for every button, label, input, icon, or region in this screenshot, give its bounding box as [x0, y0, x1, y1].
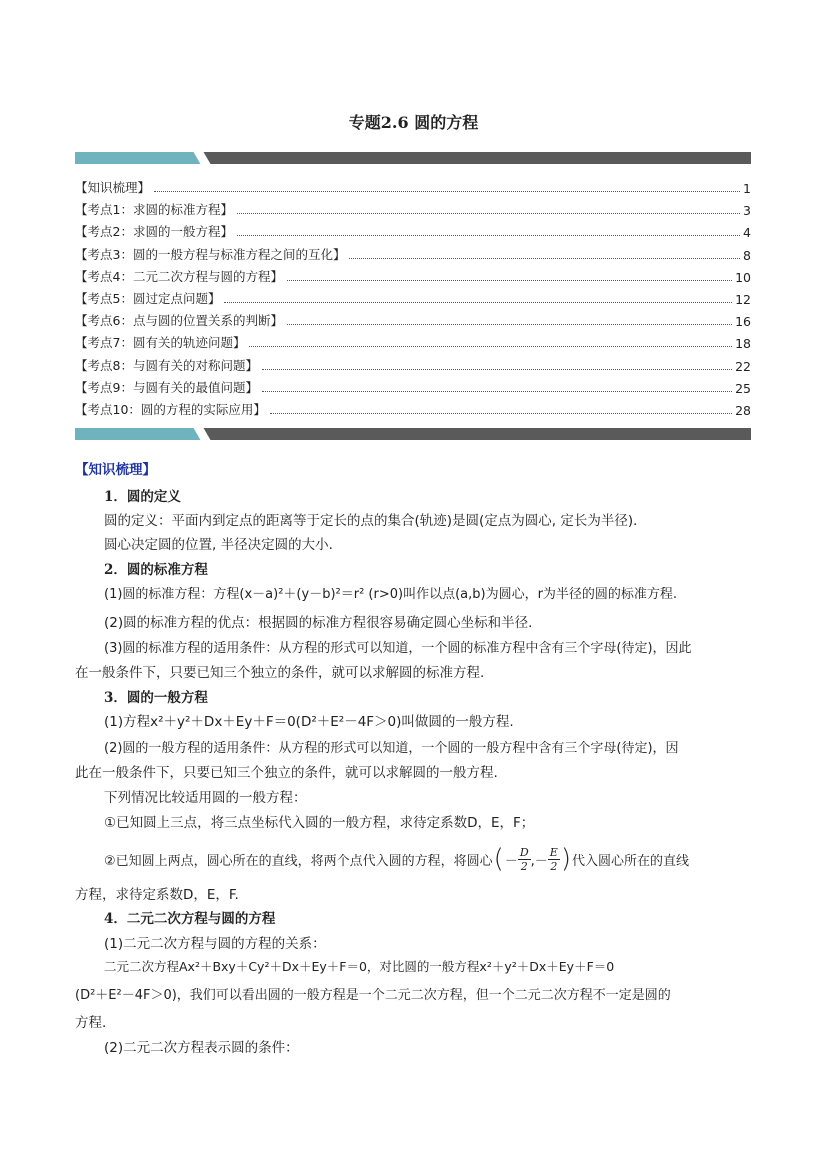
toc-entry[interactable] — [75, 222, 751, 240]
toc-leader — [349, 258, 740, 259]
toc-entry[interactable] — [75, 333, 751, 351]
toc-label: 【考点6：点与圆的位置关系的判断】 — [75, 313, 283, 329]
paragraph: 此在一般条件下，只要已知三个独立的条件，就可以求解圆的一般方程. — [75, 765, 498, 781]
text: 代入圆心所在的直线 — [571, 853, 689, 869]
toc-leader — [262, 391, 732, 392]
paragraph: (2)圆的标准方程的优点：根据圆的标准方程很容易确定圆心坐标和半径. — [104, 615, 533, 631]
paragraph: (3)圆的标准方程的适用条件：从方程的形式可以知道，一个圆的标准方程中含有三个字母(待定)，因此 — [104, 641, 692, 656]
toc-entry[interactable] — [75, 356, 751, 374]
toc-leader — [154, 191, 740, 192]
paragraph: (1)二元二次方程与圆的方程的关系： — [104, 936, 326, 952]
toc-entry[interactable] — [75, 289, 751, 307]
paragraph: 圆的定义：平面内到定点的距离等于定长的点的集合(轨迹)是圆(定点为圆心, 定长为半径)． — [104, 513, 647, 529]
fraction-numerator: E — [549, 845, 558, 859]
toc-label: 【考点9：与圆有关的最值问题】 — [75, 379, 258, 395]
paragraph: 在一般条件下，只要已知三个独立的条件，就可以求解圆的标准方程. — [75, 665, 485, 681]
text: ②已知圆上两点，圆心所在的直线，将两个点代入圆的方程，将圆心 — [104, 853, 493, 869]
paragraph: (1)方程x²＋y²＋Dx＋Ey＋F＝0(D²＋E²－4F＞0)叫做圆的一般方程. — [104, 714, 514, 730]
toc-entry[interactable] — [75, 245, 751, 263]
paragraph: 下列情况比较适用圆的一般方程： — [104, 790, 307, 806]
toc-leader — [237, 213, 740, 214]
toc-page-number: 28 — [735, 403, 751, 418]
toc-page-number: 10 — [735, 269, 751, 285]
toc-entry[interactable] — [75, 178, 751, 196]
paragraph: 方程. — [75, 1015, 107, 1031]
heading-1: 1．圆的定义 — [104, 489, 181, 505]
toc-page-number: 1 — [743, 181, 751, 196]
toc-leader — [224, 302, 732, 303]
toc-label: 【考点3：圆的一般方程与标准方程之间的互化】 — [75, 246, 346, 262]
paragraph: (2)圆的一般方程的适用条件：从方程的形式可以知道，一个圆的一般方程中含有三个字母(待定)，因 — [104, 741, 679, 756]
heading-4: 4．二元二次方程与圆的方程 — [104, 911, 276, 927]
paragraph: (D²＋E²－4F＞0)，我们可以看出圆的一般方程是一个二元二次方程，但一个二元二次方程不一定是圆的 — [75, 988, 671, 1003]
toc-page-number: 12 — [735, 292, 751, 307]
paragraph: 圆心决定圆的位置, 半径决定圆的大小. — [104, 537, 333, 553]
toc-page-number: 22 — [735, 358, 751, 374]
toc-leader — [262, 369, 732, 370]
toc-leader — [270, 413, 732, 414]
toc-page-number: 25 — [735, 380, 751, 396]
toc-label: 【考点2：求圆的一般方程】 — [75, 224, 233, 240]
toc-entry[interactable] — [75, 378, 751, 396]
toc-leader — [287, 280, 732, 281]
divider-band — [75, 152, 751, 164]
paragraph: ②已知圆上两点，圆心所在的直线，将两个点代入圆的方程，将圆心 ( － $\frac{D}{2}$ ,－ $\frac{E}{2}$ ) 代入圆心所在的直线 — [104, 844, 689, 874]
toc-leader — [249, 346, 732, 347]
divider-band — [75, 428, 751, 440]
fraction-denominator: 2 — [520, 859, 528, 873]
toc-label: 【考点7：圆有关的轨迹问题】 — [75, 335, 246, 351]
toc-entry[interactable] — [75, 267, 751, 285]
toc-entry[interactable] — [75, 200, 751, 218]
paragraph: 方程，求待定系数D，E，F. — [75, 887, 239, 903]
toc-leader — [287, 324, 732, 325]
toc-page-number: 3 — [743, 203, 751, 219]
toc-label: 【考点4：二元二次方程与圆的方程】 — [75, 268, 283, 284]
toc-label: 【考点5：圆过定点问题】 — [75, 291, 221, 306]
toc-entry[interactable] — [75, 311, 751, 329]
toc-page-number: 16 — [735, 314, 751, 330]
toc-entry[interactable] — [75, 400, 751, 418]
page-title: 专题2.6 圆的方程 — [348, 113, 479, 132]
toc-leader — [237, 235, 740, 236]
toc-label: 【考点8：与圆有关的对称问题】 — [75, 357, 258, 373]
fraction-denominator: 2 — [550, 859, 558, 873]
heading-2: 2．圆的标准方程 — [104, 562, 208, 578]
toc-page-number: 18 — [735, 336, 751, 352]
paragraph: ①已知圆上三点，将三点坐标代入圆的一般方程，求待定系数D，E，F； — [104, 815, 535, 831]
fraction-numerator: D — [519, 845, 529, 859]
paragraph: (2)二元二次方程表示圆的条件： — [104, 1040, 299, 1056]
toc-label: 【考点1：求圆的标准方程】 — [75, 202, 233, 218]
paragraph: 二元二次方程Ax²＋Bxy＋Cy²＋Dx＋Ey＋F＝0，对比圆的一般方程x²＋y²＋Dx＋Ey＋F＝0 — [104, 959, 615, 974]
toc-page-number: 4 — [743, 225, 751, 241]
toc-page-number: 8 — [743, 247, 751, 263]
section-heading: 【知识梳理】 — [75, 462, 156, 478]
toc-label: 【考点10：圆的方程的实际应用】 — [75, 402, 266, 417]
paragraph: (1)圆的标准方程：方程(x－a)²＋(y－b)²＝r² (r>0)叫作以点(a,b)为圆心，r为半径的圆的标准方程. — [104, 587, 678, 602]
toc-label: 【知识梳理】 — [75, 180, 151, 195]
heading-3: 3．圆的一般方程 — [104, 690, 208, 706]
